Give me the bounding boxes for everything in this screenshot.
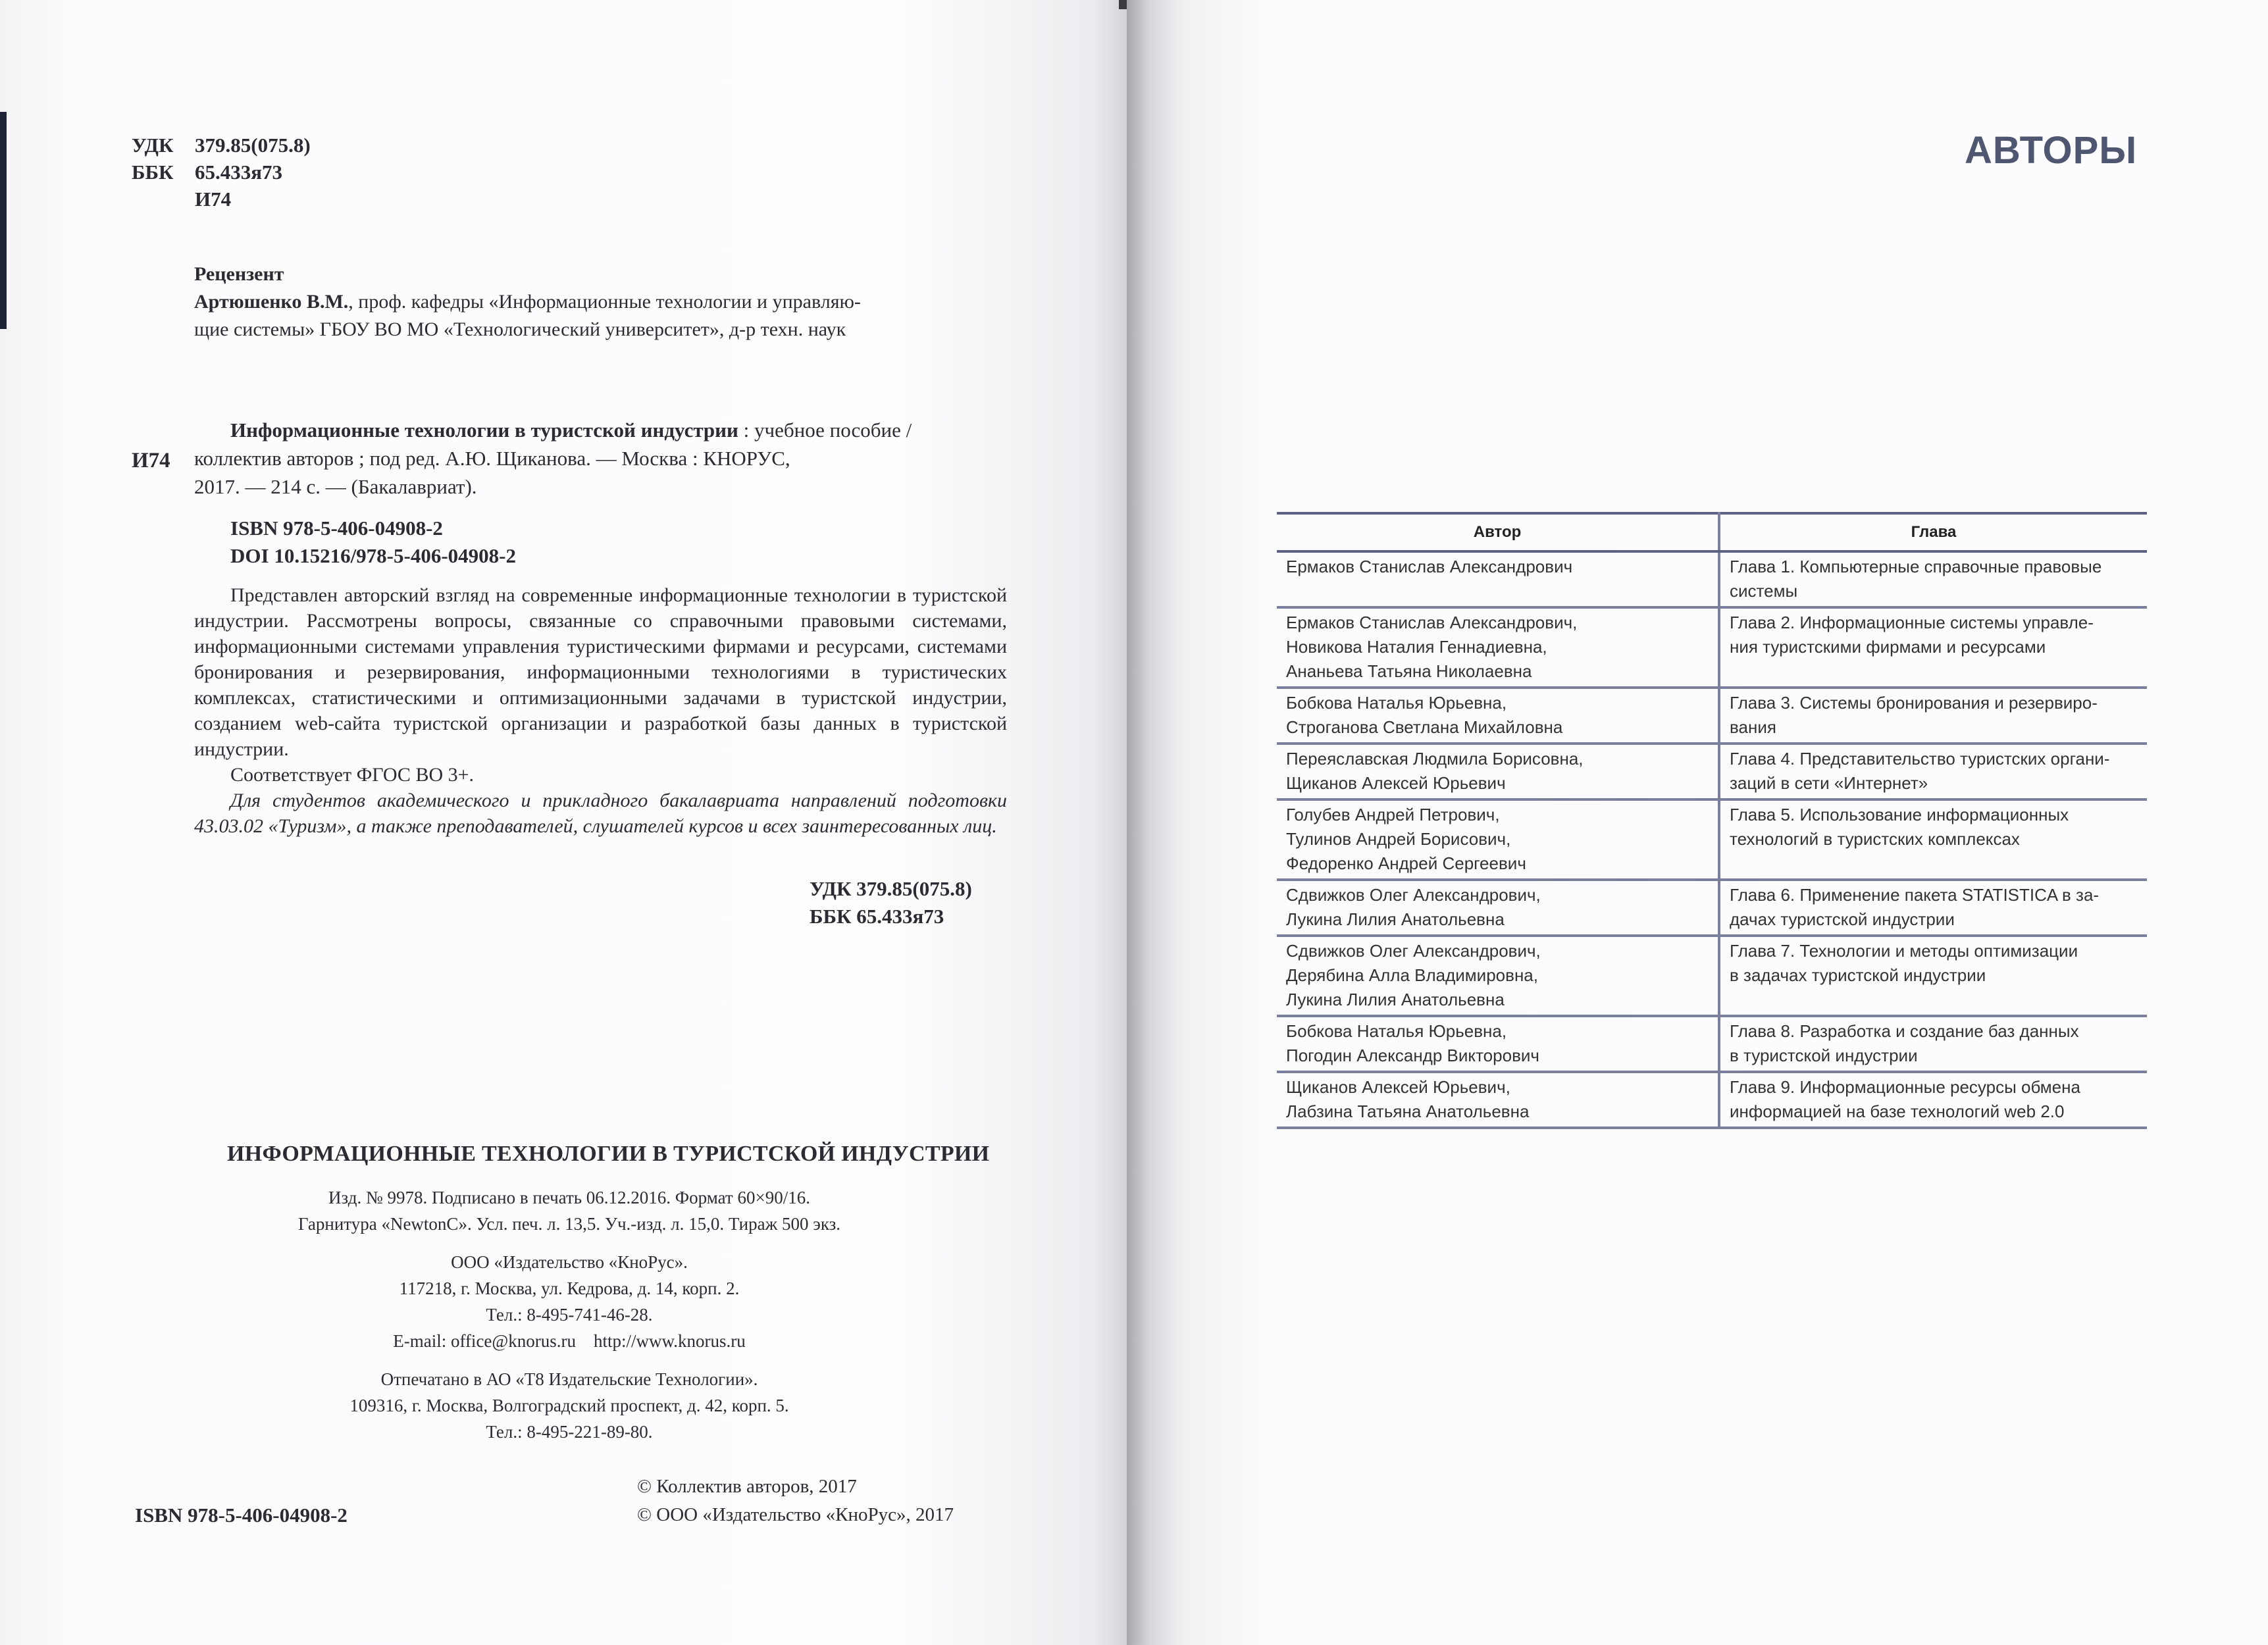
author-name: Федоренко Андрей Сергеевич — [1286, 853, 1526, 873]
author-cell — [1277, 551, 1719, 607]
printer-phone: Тел.: 8-495-221-89-80. — [486, 1422, 653, 1442]
author-mark: И74 — [195, 188, 232, 211]
authors-table-body — [1277, 551, 2147, 1128]
table-header-row — [1277, 513, 2147, 551]
bbk-value: 65.433я73 — [195, 161, 283, 184]
author-name: Новикова Наталия Геннадиевна, — [1286, 637, 1547, 657]
chapter-title-line: Глава 1. Компьютерные справочные правовые — [1730, 557, 2102, 576]
printer-name: Отпечатано в АО «Т8 Издательские Технологии». — [380, 1369, 758, 1389]
chapter-title-line: Глава 7. Технологии и методы оптимизации — [1730, 941, 2078, 961]
standard-text: Соответствует ФГОС ВО 3+. — [230, 764, 475, 786]
udk-label: УДК — [132, 134, 174, 157]
author-cell — [1277, 744, 1719, 799]
author-name: Ананьева Татьяна Николаевна — [1286, 661, 1532, 681]
imprint — [132, 1184, 1007, 1445]
chapter-cell — [1719, 936, 2147, 1016]
chapter-title-line: Глава 9. Информационные ресурсы обмена — [1730, 1077, 2080, 1097]
cover-edge-mark — [0, 112, 7, 329]
udk-value: 379.85(075.8) — [195, 134, 311, 157]
author-name: Сдвижков Олег Александрович, — [1286, 885, 1541, 905]
chapter-title-line: вания — [1730, 717, 1776, 737]
chapter-cell — [1719, 1072, 2147, 1128]
author-name: Тулинов Андрей Борисович, — [1286, 829, 1511, 849]
table-row — [1277, 551, 2147, 607]
biblio-type: : учебное пособие / — [738, 418, 912, 442]
classification-codes-right — [810, 875, 972, 930]
reviewer-text — [194, 288, 1007, 343]
chapter-cell — [1719, 688, 2147, 744]
imprint-line-2: Гарнитура «NewtonC». Усл. печ. л. 13,5. Уч.-изд. л. 15,0. Тираж 500 экз. — [297, 1214, 841, 1234]
author-name: Бобкова Наталья Юрьевна, — [1286, 1021, 1507, 1041]
copyright-publisher: © ООО «Издательство «КноРус», 2017 — [637, 1504, 954, 1525]
chapter-title-line: Глава 4. Представительство туристских органи- — [1730, 749, 2110, 769]
bbk-right: ББК 65.433я73 — [810, 905, 944, 928]
isbn: ISBN 978-5-406-04908-2 — [230, 517, 443, 540]
biblio-line-3: 2017. — 214 с. — (Бакалавриат). — [194, 475, 477, 498]
audience-text: Для студентов академического и прикладного бакалавриата направлений подготовки 43.03.02 «Туризм», а также преподавателей, слушателей курсов и всех заинтересованных лиц. — [194, 790, 1007, 837]
chapter-title-line: ния туристскими фирмами и ресурсами — [1730, 637, 2046, 657]
author-name: Щиканов Алексей Юрьевич — [1286, 773, 1506, 793]
authors-table — [1277, 512, 2147, 1129]
publisher-phone: Тел.: 8-495-741-46-28. — [486, 1305, 653, 1325]
author-name: Голубев Андрей Петрович, — [1286, 805, 1500, 824]
chapter-title-line: заций в сети «Интернет» — [1730, 773, 1928, 793]
reviewer-name: Артюшенко В.М. — [194, 291, 349, 313]
chapter-cell — [1719, 1016, 2147, 1072]
author-name: Погодин Александр Викторович — [1286, 1046, 1539, 1065]
abstract-text: Представлен авторский взгляд на современные информационные технологии в туристской индустрии. Рассмотрены вопросы, связанные со справочными правовыми системами, информационными системами управления туристическими фирмами и ресурсами, системами бронирования и резервирования, информационными технологиями в туристических комплексах, статистическими и оптимизационными задачами в туристской индустрии, созданием web-сайта туристской организации и разработкой базы данных в туристской индустрии. — [194, 584, 1007, 760]
biblio-title: Информационные технологии в туристской индустрии — [230, 418, 738, 442]
imprint-line-1: Изд. № 9978. Подписано в печать 06.12.2016. Формат 60×90/16. — [328, 1188, 810, 1207]
author-cell — [1277, 607, 1719, 688]
author-name: Переяславская Людмила Борисовна, — [1286, 749, 1584, 769]
publisher-name: ООО «Издательство «КноРус». — [451, 1252, 688, 1272]
reviewer-affiliation-cont: щие системы» ГБОУ ВО МО «Технологический университет», д-р техн. наук — [194, 318, 846, 340]
classification-codes — [132, 132, 311, 213]
chapter-cell — [1719, 799, 2147, 880]
chapter-title-line: Глава 3. Системы бронирования и резервиро- — [1730, 693, 2098, 713]
chapter-cell — [1719, 880, 2147, 936]
biblio-line-2: коллектив авторов ; под ред. А.Ю. Щиканова. — Москва : КНОРУС, — [194, 447, 790, 470]
chapter-cell — [1719, 744, 2147, 799]
table-row — [1277, 799, 2147, 880]
author-name: Лабзина Татьяна Анатольевна — [1286, 1101, 1530, 1121]
copyright-authors: © Коллектив авторов, 2017 — [637, 1476, 857, 1497]
chapter-title-line: информацией на базе технологий web 2.0 — [1730, 1101, 2065, 1121]
author-name: Строганова Светлана Михайловна — [1286, 717, 1563, 737]
table-row — [1277, 936, 2147, 1016]
doi: DOI 10.15216/978-5-406-04908-2 — [230, 544, 516, 567]
abstract — [194, 582, 1007, 839]
author-name: Сдвижков Олег Александрович, — [1286, 941, 1541, 961]
table-row — [1277, 880, 2147, 936]
header-author: Автор — [1277, 513, 1719, 551]
author-cell — [1277, 1016, 1719, 1072]
reviewer-affiliation: , проф. кафедры «Информационные технологии и управляю- — [348, 291, 861, 313]
publisher-address: 117218, г. Москва, ул. Кедрова, д. 14, корп. 2. — [399, 1278, 740, 1298]
table-row — [1277, 1016, 2147, 1072]
chapter-title-line: дачах туристской индустрии — [1730, 909, 1955, 929]
author-cell — [1277, 688, 1719, 744]
author-name: Лукина Лилия Анатольевна — [1286, 990, 1505, 1009]
table-row — [1277, 688, 2147, 744]
chapter-title-line: Глава 6. Применение пакета STATISTICA в за- — [1730, 885, 2100, 905]
biblio-author-mark: И74 — [132, 449, 170, 472]
left-page — [0, 0, 1127, 1645]
header-chapter: Глава — [1719, 513, 2147, 551]
chapter-title-line: Глава 5. Использование информационных — [1730, 805, 2069, 824]
chapter-cell — [1719, 551, 2147, 607]
chapter-title-line: в задачах туристской индустрии — [1730, 965, 1986, 985]
authors-heading: АВТОРЫ — [1965, 129, 2138, 172]
book-title: ИНФОРМАЦИОННЫЕ ТЕХНОЛОГИИ В ТУРИСТСКОЙ ИНДУСТРИИ — [227, 1142, 990, 1166]
author-cell — [1277, 880, 1719, 936]
author-name: Щиканов Алексей Юрьевич, — [1286, 1077, 1510, 1097]
publisher-email: E-mail: office@knorus.ru — [393, 1331, 577, 1351]
chapter-title-line: Глава 2. Информационные системы управле- — [1730, 613, 2094, 632]
author-name: Дерябина Алла Владимировна, — [1286, 965, 1538, 985]
chapter-title-line: технологий в туристских комплексах — [1730, 829, 2020, 849]
isbn-bottom: ISBN 978-5-406-04908-2 — [135, 1504, 348, 1527]
chapter-cell — [1719, 607, 2147, 688]
author-name: Ермаков Станислав Александрович — [1286, 557, 1573, 576]
udk-right: УДК 379.85(075.8) — [810, 877, 972, 900]
identifiers — [230, 515, 516, 570]
table-row — [1277, 607, 2147, 688]
bbk-label: ББК — [132, 161, 174, 184]
author-name: Ермаков Станислав Александрович, — [1286, 613, 1578, 632]
author-cell — [1277, 936, 1719, 1016]
chapter-title-line: в туристской индустрии — [1730, 1046, 1918, 1065]
table-row — [1277, 744, 2147, 799]
copyright — [637, 1473, 954, 1529]
author-cell — [1277, 799, 1719, 880]
printer-address: 109316, г. Москва, Волгоградский проспект, д. 42, корп. 5. — [349, 1396, 789, 1415]
author-name: Лукина Лилия Анатольевна — [1286, 909, 1505, 929]
reviewer-heading: Рецензент — [194, 263, 284, 285]
publisher-url: http://www.knorus.ru — [594, 1331, 746, 1351]
author-cell — [1277, 1072, 1719, 1128]
table-row — [1277, 1072, 2147, 1128]
chapter-title-line: Глава 8. Разработка и создание баз данных — [1730, 1021, 2079, 1041]
author-name: Бобкова Наталья Юрьевна, — [1286, 693, 1507, 713]
chapter-title-line: системы — [1730, 581, 1798, 601]
bibliographic-record — [194, 416, 1007, 501]
